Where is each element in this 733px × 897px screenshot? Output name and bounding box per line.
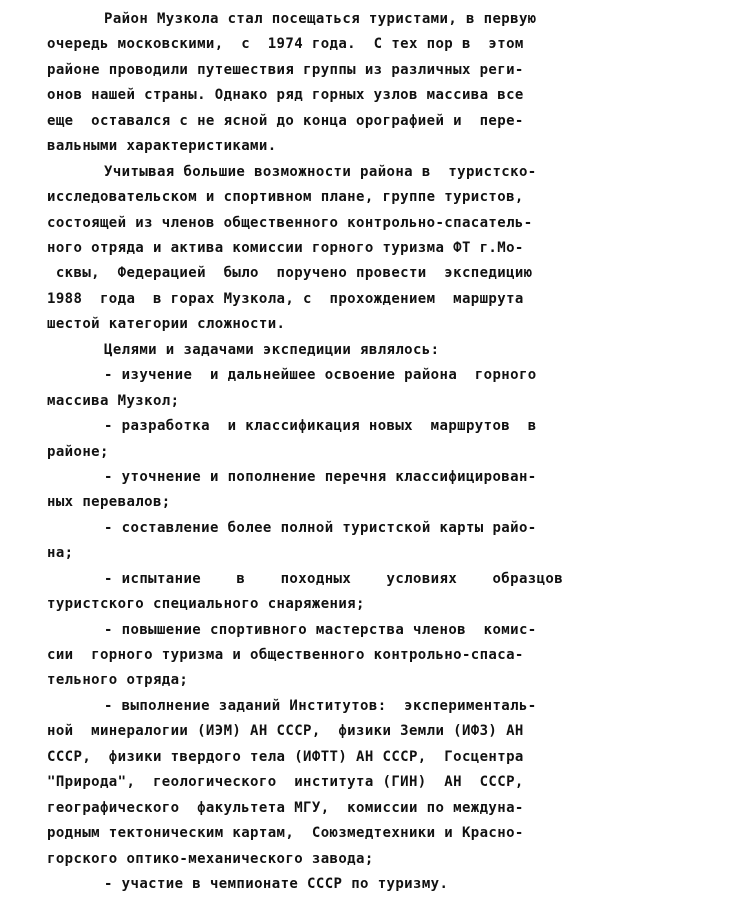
- text-line: состоящей из членов общественного контрольно-спасатель-: [47, 215, 533, 231]
- list-item: - уточнение и пополнение перечня классифицирован-: [104, 469, 537, 485]
- text-line: географического факультета МГУ, комиссии по междуна-: [47, 800, 524, 816]
- text-line: Район Музкола стал посещаться туристами, в первую: [104, 11, 537, 27]
- list-item: - участие в чемпионате СССР по туризму.: [104, 876, 449, 892]
- text-line: туристского специального снаряжения;: [47, 596, 365, 612]
- text-line: 1988 года в горах Музкола, с прохождением маршрута: [47, 291, 524, 307]
- list-item: - изучение и дальнейшее освоение района горного: [104, 367, 537, 383]
- text-line: вальными характеристиками.: [47, 138, 277, 154]
- text-line: очередь московскими, с 1974 года. С тех пор в этом: [47, 36, 524, 52]
- text-line: онов нашей страны. Однако ряд горных узлов массива все: [47, 87, 524, 103]
- text-line: массива Музкол;: [47, 393, 180, 409]
- text-line: тельного отряда;: [47, 672, 189, 688]
- list-item: - повышение спортивного мастерства членов комис-: [104, 622, 537, 638]
- text-line: районе;: [47, 444, 109, 460]
- list-item: - испытание в походных условиях образцов: [104, 571, 564, 587]
- list-item: - выполнение заданий Институтов: эксперименталь-: [104, 698, 537, 714]
- text-line: на;: [47, 545, 74, 561]
- list-item: - разработка и классификация новых маршрутов в: [104, 418, 537, 434]
- text-line: горского оптико-механического завода;: [47, 851, 374, 867]
- text-line: ной минералогии (ИЭМ) АН СССР, физики Земли (ИФЗ) АН: [47, 723, 524, 739]
- text-line: Целями и задачами экспедиции являлось:: [104, 342, 440, 358]
- text-line: сии горного туризма и общественного контрольно-спаса-: [47, 647, 524, 663]
- text-line: исследовательском и спортивном плане, группе туристов,: [47, 189, 524, 205]
- text-line: ных перевалов;: [47, 494, 171, 510]
- text-line: "Природа", геологического института (ГИН) АН СССР,: [47, 774, 524, 790]
- text-line: районе проводили путешествия группы из различных реги-: [47, 62, 524, 78]
- text-line: сквы, Федерацией было поручено провести экспедицию: [47, 265, 533, 281]
- text-line: СССР, физики твердого тела (ИФТТ) АН СССР, Госцентра: [47, 749, 524, 765]
- text-line: шестой категории сложности.: [47, 316, 286, 332]
- text-line: Учитывая большие возможности района в туристско-: [104, 164, 537, 180]
- list-item: - составление более полной туристской карты райо-: [104, 520, 537, 536]
- text-line: родным тектоническим картам, Союзмедтехники и Красно-: [47, 825, 524, 841]
- text-line: еще оставался с не ясной до конца орографией и пере-: [47, 113, 524, 129]
- text-line: ного отряда и актива комиссии горного туризма ФТ г.Мо-: [47, 240, 524, 256]
